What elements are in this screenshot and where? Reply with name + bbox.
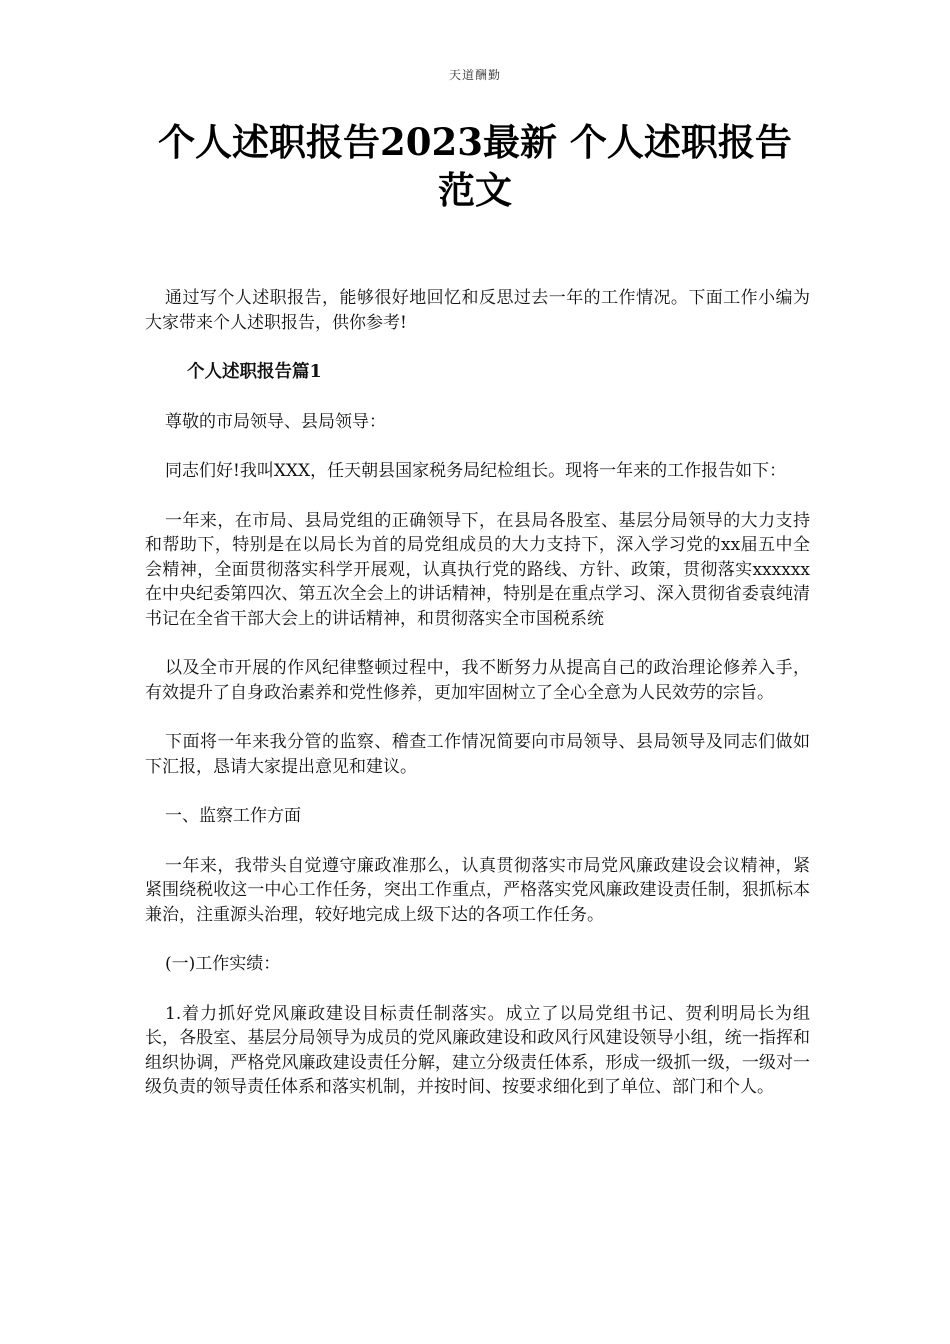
salutation: 尊敬的市局领导、县局领导： [165,411,386,432]
body-paragraph: 下面将一年来我分管的监察、稽查工作情况简要向市局领导、县局领导及同志们做如下汇报，恳请大家提出意见和建议。 [145,732,810,777]
intro-paragraph: 通过写个人述职报告，能够很好地回忆和反思过去一年的工作情况。下面工作小编为大家带来个人述职报告，供你参考! [145,288,810,333]
document-title: 个人述职报告2023最新 个人述职报告范文 [158,120,792,212]
subsection-heading: 一、监察工作方面 [165,806,301,826]
body-paragraph: 一年来，我带头自觉遵守廉政准那么，认真贯彻落实市局党风廉政建设会议精神，紧紧围绕税收这一中心工作任务，突出工作重点，严格落实党风廉政建设责任制，狠抓标本兼治，注重源头治理，较好地完成上级下达的各项工作任务。 [145,855,810,925]
body-paragraph: 1.着力抓好党风廉政建设目标责任制落实。成立了以局党组书记、贺利明局长为组长，各股室、基层分局领导为成员的党风廉政建设和政风行风建设领导小组，统一指挥和组织协调，严格党风廉政建设责任分解，建立分级责任体系，形成一级抓一级，一级对一级负责的领导责任体系和落实机制，并按时间、按要求细化到了单位、部门和个人。 [145,1003,810,1097]
greeting-paragraph: 同志们好!我叫XXX，任天朝县国家税务局纪检组长。现将一年来的工作报告如下： [165,461,787,481]
subsection-heading: (一)工作实绩： [165,954,281,974]
document-body [145,286,810,1125]
header-mark: 天道酬勤 [448,68,501,82]
body-paragraph: 以及全市开展的作风纪律整顿过程中，我不断努力从提高自己的政治理论修养入手，有效提升了自身政治素养和党性修养，更加牢固树立了全心全意为人民效劳的宗旨。 [145,658,810,703]
body-paragraph: 一年来，在市局、县局党组的正确领导下，在县局各股室、基层分局领导的大力支持和帮助下，特别是在以局长为首的局党组成员的大力支持下，深入学习党的xx届五中全会精神，全面贯彻落实科学开展观，认真执行党的路线、方针、政策，贯彻落实xxxxxx在中央纪委第四次、第五次全会上的讲话精神，特别是在重点学习、深入贯彻省委袁纯清书记在全省干部大会上的讲话精神，和贯彻落实全市国税系统 [145,510,810,629]
section-heading: 个人述职报告篇1 [187,362,322,382]
